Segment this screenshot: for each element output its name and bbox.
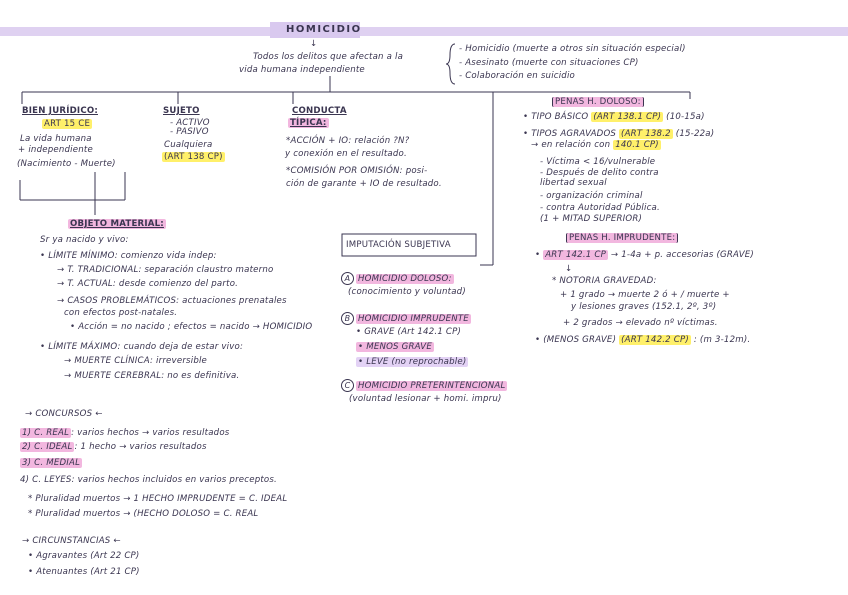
tipo-basico-tag: (ART 138.1 CP) bbox=[593, 112, 662, 122]
sujeto-tag-wrap bbox=[162, 152, 225, 163]
letter-b: B bbox=[341, 312, 354, 325]
tipos-agravados-tag: (ART 138.2 bbox=[621, 129, 671, 139]
imprudente-l1-text: → 1-4a + p. accesorias (GRAVE) bbox=[610, 250, 754, 260]
homicidio-doloso bbox=[341, 272, 454, 285]
art-138-cp: (ART 138 CP) bbox=[164, 152, 223, 162]
concurso-ideal bbox=[20, 442, 207, 453]
concurso-real bbox=[20, 428, 229, 439]
bien-line-2: + independiente bbox=[18, 145, 93, 155]
bien-juridico-title: BIEN JURÍDICO: bbox=[22, 106, 98, 116]
concurso-leyes: 4) C. LEYES: varios hechos incluidos en varios preceptos. bbox=[20, 475, 277, 485]
homicidio-imprudente bbox=[341, 312, 471, 325]
pluralidad-doloso: * Pluralidad muertos → (HECHO DOLOSO = C. REAL bbox=[28, 509, 259, 519]
imprudente-leve: • LEVE (no reprochable) bbox=[358, 357, 467, 367]
type-colaboracion: - Colaboración en suicidio bbox=[459, 71, 575, 81]
penas-doloso-title-wrap bbox=[552, 97, 644, 108]
penas-imprudente-title: PENAS H. IMPRUDENTE: bbox=[566, 233, 678, 243]
objeto-l3: → T. ACTUAL: desde comienzo del parto. bbox=[57, 279, 239, 289]
homicidio-preterintencional-text: (voluntad lesionar + homi. impru) bbox=[349, 394, 502, 404]
imprudente-line-6: + 2 grados → elevado nº víctimas. bbox=[563, 318, 718, 328]
definition-line-1: Todos los delitos que afectan a la bbox=[253, 52, 404, 62]
conducta-line-4: ción de garante + IO de resultado. bbox=[286, 179, 442, 189]
tipos-agravados-label: • TIPOS AGRAVADOS bbox=[523, 129, 617, 139]
atenuantes: • Atenuantes (Art 21 CP) bbox=[28, 567, 140, 577]
bullet: • bbox=[535, 250, 541, 260]
menos-grave-label: • (MENOS GRAVE) bbox=[535, 335, 617, 345]
imprudente-line-4: + 1 grado → muerte 2 ó + / muerte + bbox=[560, 290, 730, 300]
homicidio-imprudente-title: HOMICIDIO IMPRUDENTE bbox=[358, 314, 469, 324]
definition-line-2: vida humana independiente bbox=[239, 65, 365, 75]
relacion-con bbox=[531, 140, 661, 151]
objeto-title: OBJETO MATERIAL: bbox=[70, 219, 164, 229]
sujeto-activo: - ACTIVO bbox=[170, 118, 210, 128]
agravado-item-3: libertad sexual bbox=[540, 178, 607, 188]
sujeto-qualifier: Cualquiera bbox=[164, 140, 213, 150]
title-arrow: ↓ bbox=[310, 39, 318, 49]
penas-imprudente-title-wrap bbox=[566, 233, 678, 244]
imprudente-arrow: ↓ bbox=[565, 264, 573, 274]
tipo-basico bbox=[523, 112, 705, 123]
concurso-medial bbox=[20, 458, 82, 469]
tipo-basico-val: (10-15a) bbox=[666, 112, 705, 122]
agravado-item-5: - contra Autoridad Pública. bbox=[540, 203, 660, 213]
bien-line-1: La vida humana bbox=[20, 134, 92, 144]
type-homicidio: - Homicidio (muerte a otros sin situación especial) bbox=[459, 44, 686, 54]
concurso-medial-tag: 3) C. MEDIAL bbox=[22, 458, 81, 468]
menos-grave-line bbox=[535, 335, 750, 346]
bien-juridico-tag bbox=[42, 119, 92, 130]
tipos-agravados-val: (15-22a) bbox=[675, 129, 715, 139]
homicidio-doloso-text: (conocimiento y voluntad) bbox=[348, 287, 466, 297]
concursos-title: → CONCURSOS ← bbox=[25, 409, 103, 419]
type-asesinato: - Asesinato (muerte con situaciones CP) bbox=[459, 58, 639, 68]
art-15-ce: ART 15 CE bbox=[44, 119, 91, 129]
imprudente-leve-wrap bbox=[356, 357, 468, 368]
notoria-gravedad: * NOTORIA GRAVEDAD: bbox=[552, 276, 657, 286]
circunstancias-title: → CIRCUNSTANCIAS ← bbox=[22, 536, 121, 546]
menos-grave-val: : (m 3-12m). bbox=[693, 335, 751, 345]
objeto-l6: • Acción = no nacido ; efectos = nacido → HOMICIDIO bbox=[70, 322, 313, 332]
objeto-l0: Sr ya nacido y vivo: bbox=[40, 235, 129, 245]
art-142-2-tag: (ART 142.2 CP) bbox=[621, 335, 689, 345]
conducta-line-1: *ACCIÓN + IO: relación ?N? bbox=[286, 136, 410, 146]
conducta-title-2-wrap bbox=[288, 118, 329, 129]
agravado-item-4: - organización criminal bbox=[540, 191, 643, 201]
objeto-l5: con efectos post-natales. bbox=[64, 308, 178, 318]
concurso-ideal-text: : 1 hecho → varios resultados bbox=[74, 442, 207, 452]
objeto-l4: → CASOS PROBLEMÁTICOS: actuaciones prenatales bbox=[57, 296, 287, 306]
conducta-line-3: *COMISIÓN POR OMISIÓN: posi- bbox=[286, 166, 428, 176]
conducta-title: CONDUCTA bbox=[292, 106, 347, 116]
homicidio-doloso-title: HOMICIDIO DOLOSO: bbox=[358, 274, 452, 284]
art-142-1-tag: ART 142.1 CP bbox=[545, 250, 606, 260]
imputacion-title: IMPUTACIÓN SUBJETIVA bbox=[346, 240, 451, 250]
sujeto-title: SUJETO bbox=[163, 106, 200, 116]
concurso-ideal-tag: 2) C. IDEAL bbox=[22, 442, 73, 452]
imprudente-menos-grave: • MENOS GRAVE bbox=[358, 342, 433, 352]
letter-c: C bbox=[341, 379, 354, 392]
imprudente-line-1 bbox=[535, 250, 754, 261]
tipos-agravados bbox=[523, 129, 714, 140]
relacion-tag: 140.1 CP) bbox=[615, 140, 659, 150]
agravado-item-2: - Después de delito contra bbox=[540, 168, 659, 178]
conducta-title-2: TÍPICA: bbox=[290, 118, 327, 128]
objeto-l7: • LÍMITE MÁXIMO: cuando deja de estar vivo: bbox=[40, 342, 244, 352]
imprudente-grave: • GRAVE (Art 142.1 CP) bbox=[356, 327, 462, 337]
conducta-line-2: y conexión en el resultado. bbox=[285, 149, 407, 159]
objeto-l1: • LÍMITE MÍNIMO: comienzo vida indep: bbox=[40, 251, 217, 261]
agravado-item-6: (1 + MITAD SUPERIOR) bbox=[540, 214, 643, 224]
page-title: HOMICIDIO bbox=[286, 24, 362, 35]
objeto-l2: → T. TRADICIONAL: separación claustro materno bbox=[57, 265, 274, 275]
imprudente-line-5: y lesiones graves (152.1, 2º, 3º) bbox=[571, 302, 717, 312]
sujeto-pasivo: - PASIVO bbox=[170, 127, 209, 137]
imprudente-menos-grave-wrap bbox=[356, 342, 434, 353]
penas-doloso-title: PENAS H. DOLOSO: bbox=[552, 97, 644, 107]
agravado-item-1: - Víctima < 16/vulnerable bbox=[540, 157, 656, 167]
concurso-real-text: : varios hechos → varios resultados bbox=[71, 428, 230, 438]
agravantes: • Agravantes (Art 22 CP) bbox=[28, 551, 140, 561]
objeto-title-wrap bbox=[68, 219, 166, 230]
objeto-l9: → MUERTE CEREBRAL: no es definitiva. bbox=[64, 371, 240, 381]
pluralidad-imprudente: * Pluralidad muertos → 1 HECHO IMPRUDENTE = C. IDEAL bbox=[28, 494, 288, 504]
relacion-label: → en relación con bbox=[531, 140, 611, 150]
concurso-real-tag: 1) C. REAL bbox=[22, 428, 70, 438]
objeto-l8: → MUERTE CLÍNICA: irreversible bbox=[64, 356, 208, 366]
tipo-basico-label: • TIPO BÁSICO bbox=[523, 112, 589, 122]
homicidio-preterintencional-title: HOMICIDIO PRETERINTENCIONAL bbox=[358, 381, 506, 391]
letter-a: A bbox=[341, 272, 354, 285]
bien-line-3: (Nacimiento - Muerte) bbox=[17, 159, 116, 169]
homicidio-preterintencional bbox=[341, 379, 507, 392]
